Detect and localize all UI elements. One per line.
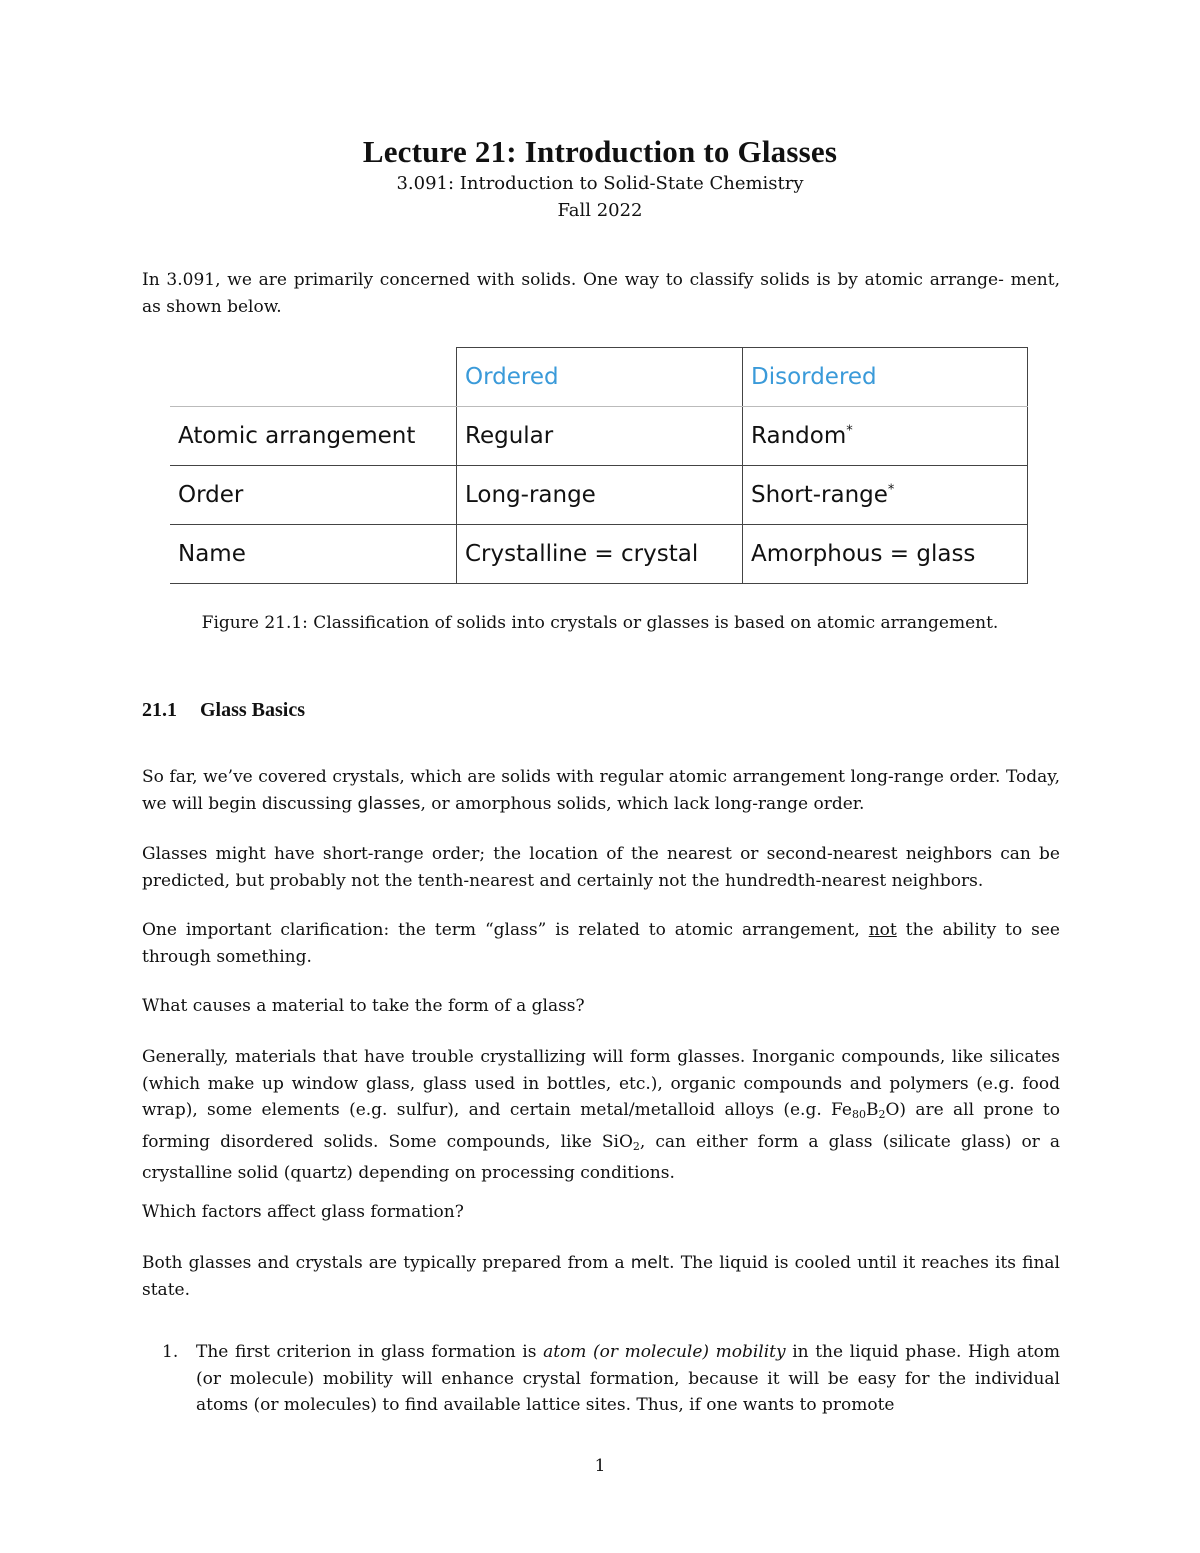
figure-caption: Figure 21.1: Classification of solids into crystals or glasses is based on atomic arrangement. (201, 613, 999, 633)
row-label: Atomic arrangement (170, 407, 457, 466)
paragraph-materials (142, 1044, 1060, 1187)
page-title: Lecture 21: Introduction to Glasses (362, 134, 838, 169)
section-heading (142, 699, 305, 722)
ordered-cell: Regular (457, 407, 743, 466)
disordered-value: Random (751, 423, 847, 449)
footnote-mark: * (887, 482, 895, 498)
text-run: B (866, 1100, 879, 1120)
paragraph-clarification (142, 917, 1060, 970)
table-header-row (170, 348, 1028, 407)
list-text (196, 1339, 1060, 1419)
paragraph-melt (142, 1250, 1060, 1303)
text-run: , can either form a glass (silicate glass) or a crystalline solid (quartz) depending on processing conditions. (142, 1131, 1060, 1183)
subscript: 2 (878, 1108, 886, 1121)
section-title: Glass Basics (200, 699, 306, 721)
intro-paragraph: In 3.091, we are primarily concerned with solids. One way to classify solids is by atomic arrange- ment, as shown below. (142, 270, 1060, 317)
list-item (142, 1339, 1060, 1419)
text-run: . The liquid is cooled until it reaches its final state. (142, 1253, 1060, 1300)
row-label: Order (170, 466, 457, 525)
question-factors: Which factors affect glass formation? (142, 1202, 464, 1222)
term-melt: melt (630, 1253, 670, 1273)
paragraph-crystals (142, 764, 1060, 817)
text-run: The first criterion in glass formation is (196, 1342, 544, 1362)
header-disordered: Disordered (743, 348, 1028, 407)
course-name: 3.091: Introduction to Solid-State Chemistry (396, 173, 804, 194)
footnote-mark: * (846, 423, 853, 439)
page-number: 1 (594, 1456, 606, 1476)
disordered-cell (743, 407, 1028, 466)
text-run: So far, we’ve covered crystals, which are solids with regular atomic arrangement long-range order. Today, we will begin discussing (142, 767, 1060, 814)
term-glasses: glasses (357, 793, 421, 814)
ordered-cell: Crystalline = crystal (457, 525, 743, 584)
underlined-not: not (868, 920, 897, 940)
classification-table (170, 347, 1028, 584)
table-row (170, 407, 1028, 466)
emphasis: atom (or molecule) mobility (543, 1342, 786, 1362)
table-row (170, 525, 1028, 584)
row-label: Name (170, 525, 457, 584)
question-cause: What causes a material to take the form of a glass? (142, 996, 585, 1016)
text-run: Generally, materials that have trouble crystallizing will form glasses. Inorganic compounds, like silicates (which make up window glass, glass used in bottles, etc.), organic compounds and polymers (e.g. food wrap), some elements (e.g. sulfur), and certain metal/metalloid alloys (e.g. Fe (142, 1047, 1060, 1120)
table-row (170, 466, 1028, 525)
disordered-cell (743, 466, 1028, 525)
header-ordered: Ordered (457, 348, 743, 407)
subscript: 80 (852, 1108, 866, 1121)
text-run: Both glasses and crystals are typically prepared from a (142, 1253, 631, 1273)
disordered-cell: Amorphous = glass (743, 525, 1028, 584)
text-run: in the liquid phase. High atom (or molecule) mobility will enhance crystal formation, because it will be easy for the individual atoms (or molecules) to find available lattice sites. Thus, if one wants to promote (196, 1342, 1061, 1415)
text-run: , or amorphous solids, which lack long-range order. (420, 793, 865, 814)
text-run: One important clarification: the term “glass” is related to atomic arrangement, (142, 920, 869, 940)
subscript: 2 (632, 1139, 640, 1153)
term: Fall 2022 (557, 200, 643, 221)
disordered-value: Short-range (751, 482, 888, 508)
ordered-cell: Long-range (457, 466, 743, 525)
table-corner-cell (170, 348, 457, 407)
text-run: O) are all prone to forming disordered solids. Some compounds, like SiO (142, 1100, 1060, 1152)
paragraph-short-range: Glasses might have short-range order; the location of the nearest or second-nearest neighbors can be predicted, but probably not the tenth-nearest and certainly not the hundredth-nearest neighbors. (142, 844, 1060, 891)
list-number: 1. (162, 1342, 179, 1362)
section-number: 21.1 (142, 699, 177, 721)
text-run: the ability to see through something. (142, 920, 1060, 967)
